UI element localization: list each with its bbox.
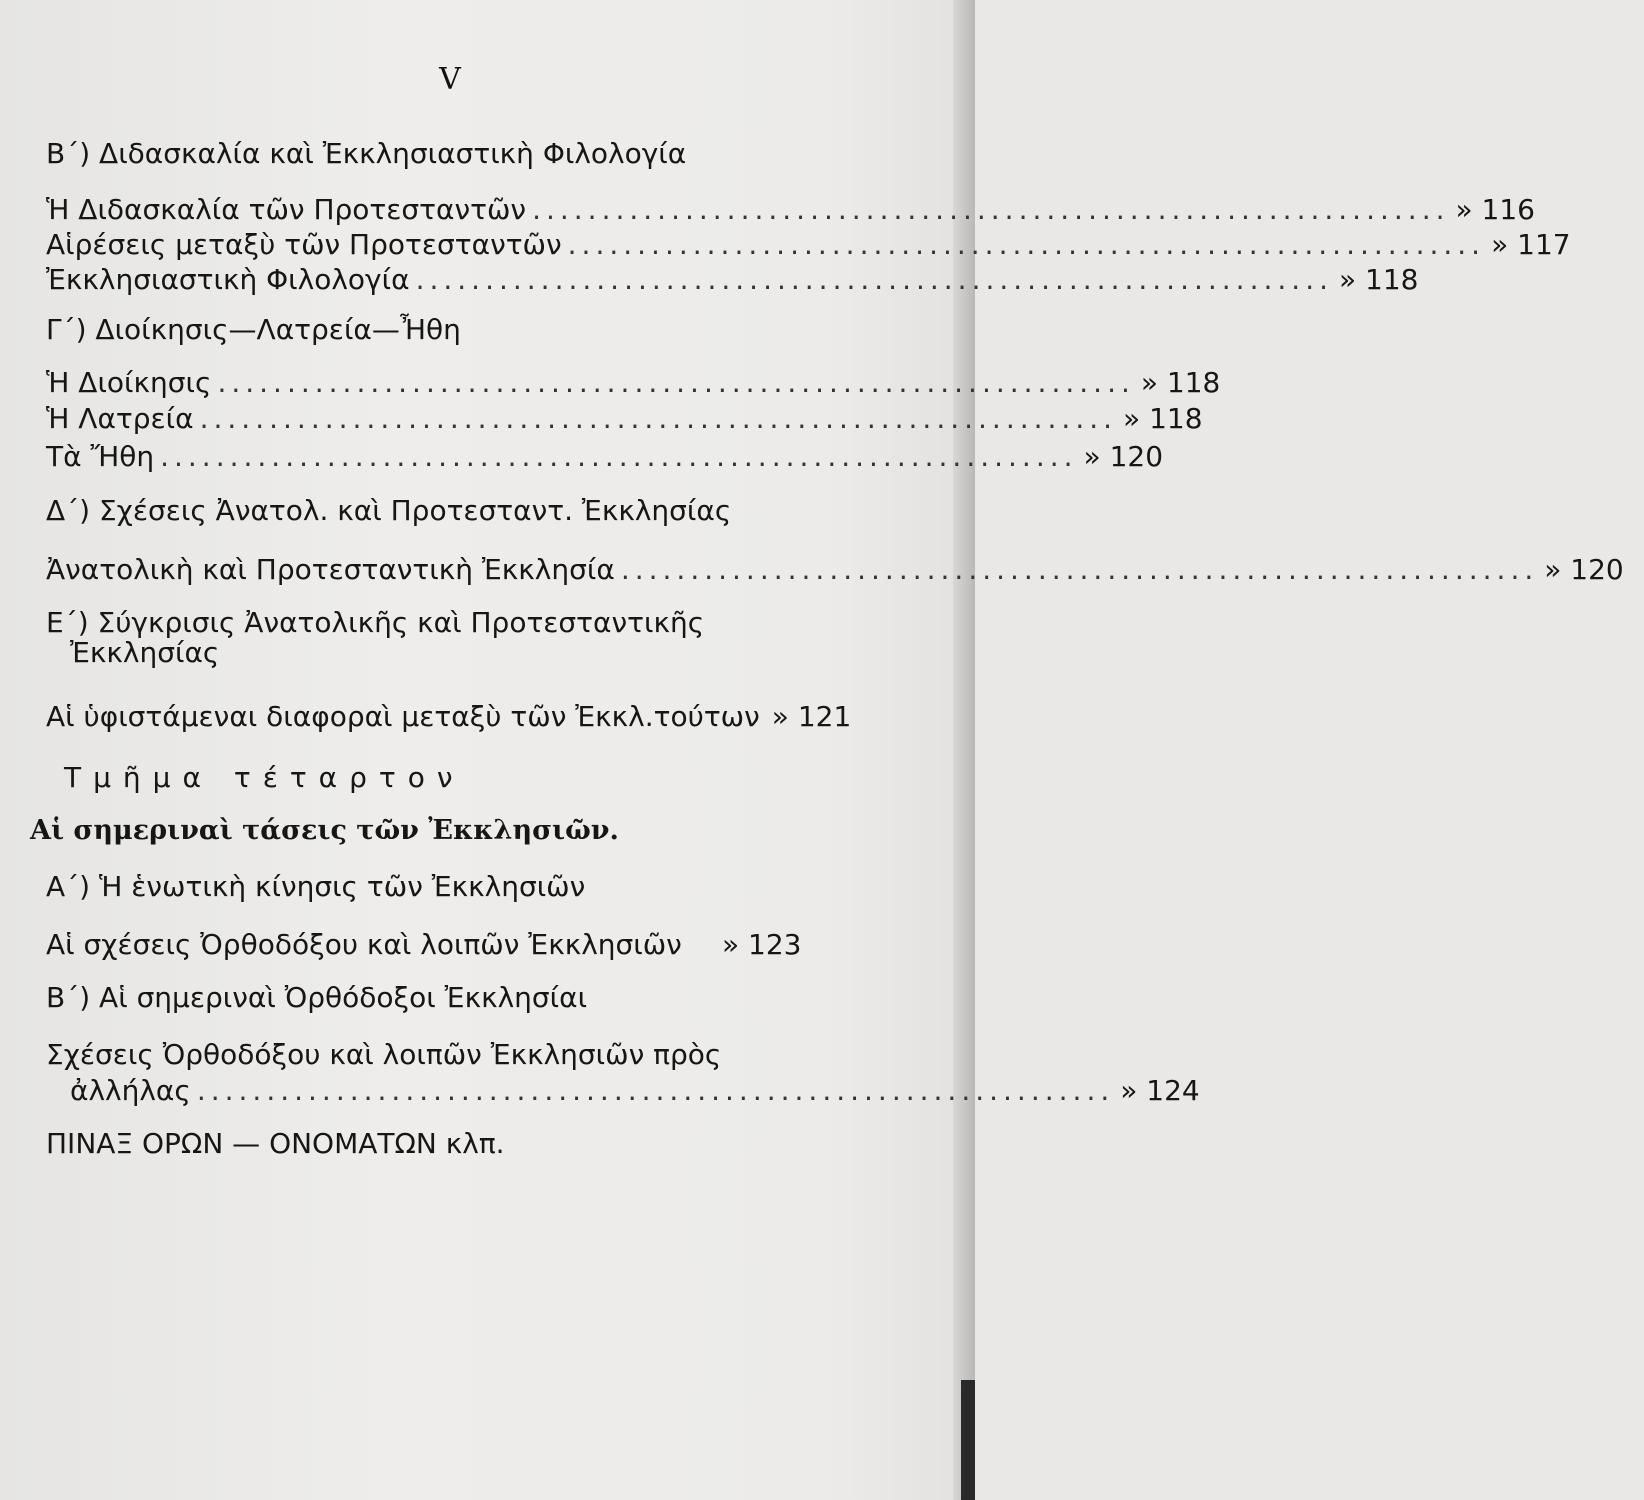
heading-text: ΠΙΝΑΞ ΟΡΩΝ — ΟΝΟΜΑΤΩΝ κλπ. [46, 1127, 505, 1160]
entry-page: » 116 [1455, 193, 1535, 226]
toc-entry [46, 928, 822, 962]
section-heading [46, 606, 704, 640]
dot-leader: .................................................................. [567, 228, 1486, 261]
section-heading [46, 494, 731, 528]
entry-page: » 121 [771, 700, 852, 733]
dot-leader: .................................................................. [532, 193, 1450, 226]
page-edge-dark [961, 1380, 975, 1500]
toc-entry [46, 366, 1221, 400]
heading-text: Β΄) Αἱ σημεριναὶ Ὀρθόδοξοι Ἐκκλησίαι [46, 981, 588, 1014]
dot-leader: .................................................................. [160, 440, 1078, 473]
index-heading [46, 1127, 505, 1161]
section-heading-continued [70, 636, 219, 670]
entry-title: Τὰ Ἤθη [46, 440, 155, 473]
toc-entry [46, 402, 1203, 436]
dot-leader: .................................................................. [199, 402, 1118, 435]
entry-page: » 118 [1339, 263, 1419, 296]
section-heading [46, 137, 686, 171]
heading-text: Α΄) Ἡ ἑνωτικὴ κίνησις τῶν Ἐκκλησιῶν [46, 870, 586, 903]
dot-leader: .................................................................. [196, 1074, 1115, 1107]
toc-entry [46, 263, 1419, 297]
entry-title: Αἱρέσεις μεταξὺ τῶν Προτεσταντῶν [46, 228, 562, 261]
entry-page: » 120 [1083, 440, 1164, 473]
section-heading [46, 1038, 721, 1072]
dot-leader: .................................................................. [217, 366, 1135, 399]
entry-title: Αἱ ὑφιστάμεναι διαφοραὶ μεταξὺ τῶν Ἐκκλ.τούτων [46, 700, 760, 733]
dot-leader: .................................................................. [620, 553, 1539, 586]
entry-title: Ἡ Διοίκησις [46, 366, 212, 399]
section-heading [46, 981, 587, 1015]
entry-page: » 120 [1544, 553, 1624, 586]
dot-leader: .................................................................. [415, 263, 1333, 296]
entry-title: Ἐκκλησιαστικὴ Φιλολογία [46, 263, 410, 296]
entry-title: ἀλλήλας [70, 1074, 191, 1107]
entry-page: » 117 [1491, 228, 1571, 261]
entry-page: » 123 [722, 928, 802, 961]
toc-entry [46, 553, 1624, 587]
entry-page: » 124 [1120, 1074, 1200, 1107]
heading-text: Ἐκκλησίας [70, 636, 220, 669]
section-heading [46, 313, 461, 347]
entry-title: Ἡ Λατρεία [46, 402, 194, 435]
entry-title: Αἱ σχέσεις Ὀρθοδόξου καὶ λοιπῶν Ἐκκλησιῶν [46, 928, 682, 961]
entry-page: » 118 [1123, 402, 1203, 435]
toc-entry [70, 1074, 1200, 1108]
heading-text: Ε΄) Σύγκρισις Ἀνατολικῆς καὶ Προτεσταντικῆς [46, 606, 705, 639]
entry-page: » 118 [1140, 366, 1221, 399]
toc-entry [46, 700, 852, 734]
heading-text: Δ΄) Σχέσεις Ἀνατολ. καὶ Προτεσταντ. Ἐκκλησίας [46, 494, 732, 527]
entry-title: Ἀνατολικὴ καὶ Προτεσταντικὴ Ἐκκλησία [46, 553, 615, 586]
part-subtitle: Αἱ σημεριναὶ τάσεις τῶν Ἐκκλησιῶν. [30, 815, 619, 846]
toc-entry [46, 228, 1571, 262]
toc-entry [46, 440, 1164, 474]
heading-text: Σχέσεις Ὀρθοδόξου καὶ λοιπῶν Ἐκκλησιῶν πρὸς [46, 1038, 722, 1071]
section-heading [46, 870, 585, 904]
toc-entry [46, 193, 1535, 227]
entry-title: Ἡ Διδασκαλία τῶν Προτεσταντῶν [46, 193, 527, 226]
heading-text: Β΄) Διδασκαλία καὶ Ἐκκλησιαστικὴ Φιλολογία [46, 137, 687, 170]
part-title: Τμῆμα τέταρτον [64, 761, 465, 794]
page-number: V [439, 62, 461, 97]
heading-text: Γ΄) Διοίκησις—Λατρεία—Ἦθη [46, 313, 461, 346]
